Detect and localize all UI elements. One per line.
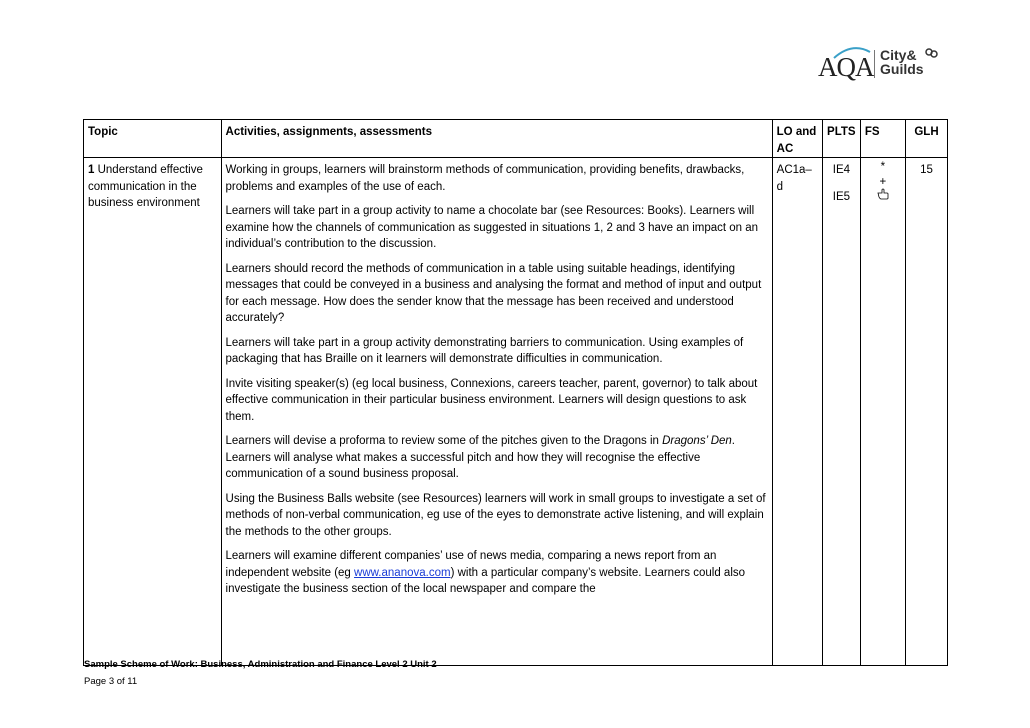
activity-paragraph: Learners will take part in a group activity demonstrating barriers to communication. Using examples of packaging that has Braille on it learners will demonstrate difficulties in communication. [225,336,744,365]
activity-paragraph: Learners should record the methods of communication in a table using suitable headings, identifying messages that could be conveyed in a business and analysing the format and method of input and output for each message. How does the sender know that the message has been received and understood accurately? [225,262,762,324]
header-glh: GLH [905,120,947,158]
header-topic: Topic [84,120,222,158]
logos [818,46,948,80]
dragons-den-title: Dragons’ Den [662,435,732,447]
plts-ie5: IE5 [832,190,851,203]
table-header-row [84,120,948,158]
fs-plus: + [879,176,887,188]
city-guilds-logo [880,48,924,76]
topic-cell [84,158,222,666]
activities-cell [221,158,772,666]
city-guilds-emblem-icon [924,47,938,61]
news-text-pre: Learners will examine different companies’ use of news media, comparing a news report from an independent website (eg [225,550,717,579]
plts-ie4: IE4 [832,164,851,176]
fs-cell [860,158,905,666]
topic-text: Understand effective communication in the business environment [88,164,203,209]
footer-title: Sample Scheme of Work: Business, Administration and Finance Level 2 Unit 2 [84,659,437,670]
glh-cell: 15 [905,158,947,666]
activity-paragraph: Learners will take part in a group activity to name a chocolate bar (see Resources: Books). Learners will examine how the channels of communication as suggested in situations 1, 2 and 3 have an impact on an individual’s contribution to the discussion. [225,205,759,250]
activity-paragraph [226,433,768,483]
table-row [84,158,948,666]
pointing-hand-icon [877,188,889,200]
fs-star: * [880,161,886,173]
dragons-text-pre: Learners will devise a proforma to review some of the pitches given to the Dragons in [225,435,663,447]
activity-paragraph: Using the Business Balls website (see Resources) learners will work in small groups to investigate a set of methods of non-verbal communication, eg use of the eyes to demonstrate active listening, and will explain the methods to the other groups. [225,492,766,538]
header-lo: LO and AC [772,120,822,158]
city-guilds-line1: City& [880,47,917,63]
lo-cell: AC1a–d [772,158,822,666]
city-guilds-line2: Guilds [880,61,924,77]
dragons-text-post: . Learners will analyse what makes a successful pitch and how they will recognise the effective communication of a sound business proposal. [225,435,735,480]
scheme-of-work-table [83,119,948,666]
header-fs: FS [860,120,905,158]
activity-paragraph [226,548,768,598]
footer-page-number: Page 3 of 11 [84,676,138,687]
logo-divider [874,50,875,78]
fs-hand [865,188,901,203]
aqa-logo: AQA [818,52,874,82]
plts-cell [823,158,861,666]
news-text-post: ) with a particular company’s website. Learners could also investigate the business section of the local newspaper and compare the [225,566,746,595]
ananova-link[interactable]: www.ananova.com [354,566,451,579]
activity-paragraph: Working in groups, learners will brainstorm methods of communication, providing benefits, drawbacks, problems and examples of the use of each. [225,164,745,193]
header-plts: PLTS [823,120,861,158]
topic-number: 1 [88,164,95,176]
activity-paragraph: Invite visiting speaker(s) (eg local business, Connexions, careers teacher, parent, governor) to talk about effective communication in their particular business environment. Learners will design questions to ask them. [225,377,758,423]
header-activities: Activities, assignments, assessments [221,120,772,158]
